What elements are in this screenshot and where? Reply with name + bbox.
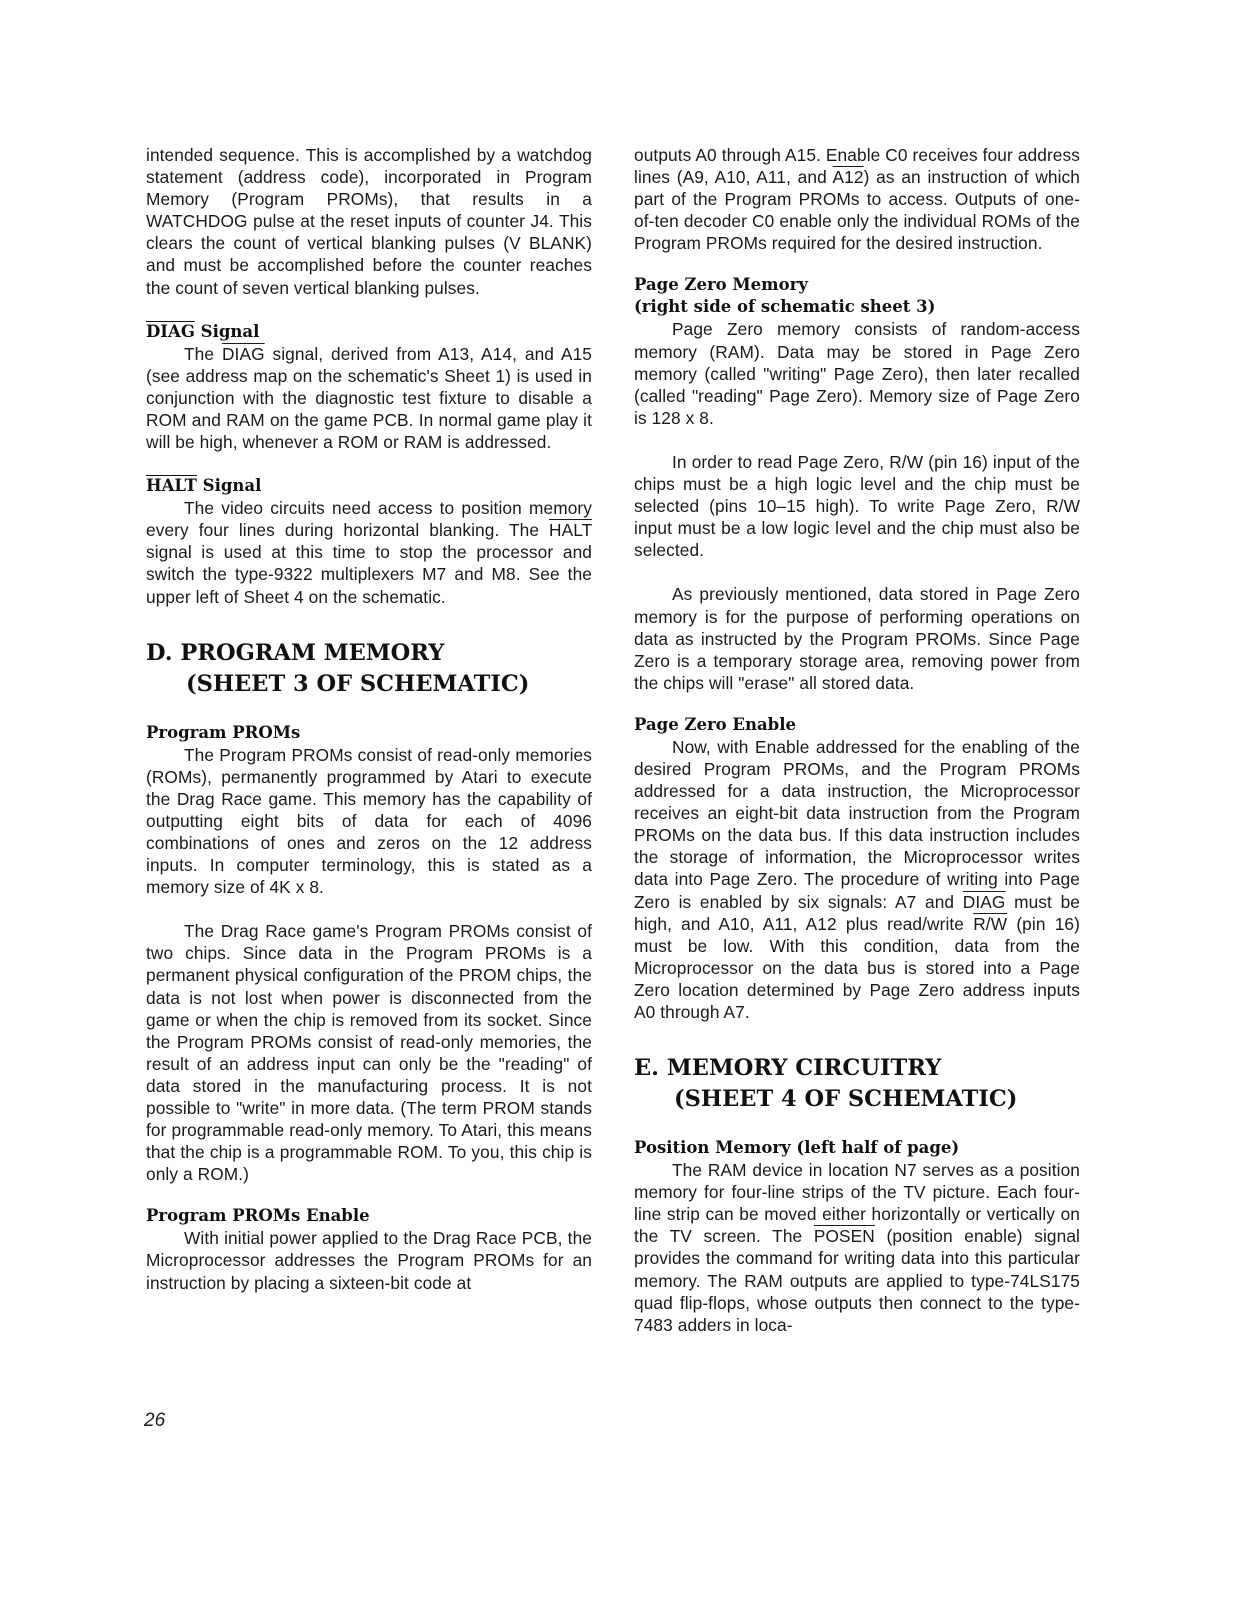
program-proms-enable-paragraph: With initial power applied to the Drag Race PCB, the Microprocessor addresses the Program PROMs for an instruction by placing a sixteen-bit code at [146, 1228, 592, 1293]
program-proms-heading: Program PROMs [146, 722, 301, 742]
right-column [634, 144, 1080, 1336]
section-e-title: E. MEMORY CIRCUITRY [634, 1055, 942, 1082]
section-d-title: D. PROGRAM MEMORY [146, 639, 445, 666]
position-memory-heading: Position Memory (left half of page) [634, 1138, 960, 1158]
pze-text-b: must be high, and A10, A11, A12 plus read/write [634, 891, 1081, 934]
pze-text-a: Now, with Enable addressed for the enabling of the desired Program PROMs, and the Program PROMs addressed for a data instruction, the Microprocessor receives an eight-bit data instruction from the Program PROMs on the data bus. If this data instruction includes the storage of information, the Microprocessor writes data into Page Zero. The procedure of writing into Page Zero is enabled by six signals: A7 and [634, 736, 1080, 912]
page-zero-memory-subtitle: (right side of schematic sheet 3) [634, 297, 936, 317]
posmem-text-a: The RAM device in location N7 serves as a position memory for four-line strips of the TV picture. Each four-line strip can be moved either horizontally or vertically on the TV screen. The [634, 1160, 1080, 1247]
left-column [146, 144, 592, 1294]
section-e-subtitle: (SHEET 4 OF SCHEMATIC) [674, 1086, 1018, 1113]
position-memory-paragraph [634, 1159, 1080, 1336]
page-zero-paragraph-3: As previously mentioned, data stored in Page Zero memory is for the purpose of performing operations on data as instructed by the Program PROMs. Since Page Zero is a temporary storage area, removing power from the chips will "erase" all stored data. [634, 584, 1080, 693]
page-zero-paragraph-1: Page Zero memory consists of random-access memory (RAM). Data may be stored in Page Zero memory (called "writing" Page Zero), then later recalled (called "reading" Page Zero). Memory size of Page Zero is 128 x 8. [634, 319, 1080, 428]
program-proms-paragraph-2: The Drag Race game's Program PROMs consist of two chips. Since data in the Program PROMs is a permanent physical configuration of the PROM chips, the data is not lost when power is disconnected from the game or when the chip is removed from its socket. Since the Program PROMs consist of read-only memories, the result of an address input can only be the "reading" of data stored in the manufacturing process. It is not possible to "write" in more data. (The term PROM stands for programmable read-only memory. To Atari, this means that the chip is a programmable ROM. To you, this chip is only a ROM.) [146, 921, 592, 1185]
diag-overline-term: DIAG [221, 343, 265, 364]
cont-text-b: ) as an instruction of which part of the Program PROMs to access. Outputs of one-of-ten decoder C0 enable only the individual ROMs of the Program PROMs required for the desired instruction. [634, 167, 1081, 254]
program-proms-paragraph-1: The Program PROMs consist of read-only memories (ROMs), permanently programmed by Atari to execute the Drag Race game. This memory has the capability of outputting eight bits of data for each of 4096 combinations of ones and zeros on the 12 address inputs. In computer terminology, this is stated as a memory size of 4K x 8. [146, 744, 592, 898]
pze-text-c: (pin 16) must be low. With this condition, data from the Microprocessor on the data bus is stored into a Page Zero location determined by Page Zero address inputs A0 through A7. [634, 913, 1080, 1022]
rw-overline-term: R/W [973, 913, 1008, 934]
page-zero-enable-heading: Page Zero Enable [634, 714, 796, 734]
section-d-heading [146, 638, 592, 700]
posen-overline-term: POSEN [813, 1226, 875, 1247]
page-zero-memory-title: Page Zero Memory [634, 275, 808, 295]
diag-text-a: The [184, 343, 222, 364]
diag-heading-suffix: Signal [194, 321, 260, 341]
halt-overline-label: HALT [146, 476, 197, 496]
diag-signal-heading [146, 321, 592, 343]
section-d-subtitle: (SHEET 3 OF SCHEMATIC) [186, 670, 530, 697]
a12-overline-term: A12 [832, 167, 864, 188]
diag-paragraph [146, 343, 592, 453]
page-zero-memory-heading [634, 274, 1080, 318]
page-zero-enable-paragraph [634, 736, 1080, 1023]
intro-paragraph: intended sequence. This is accomplished by a watchdog statement (address code), incorporated in Program Memory (Program PROMs), that results in a WATCHDOG pulse at the reset inputs of counter J4. This clears the count of vertical blanking pulses (V BLANK) and must be accomplished before the counter reaches the count of seven vertical blanking pulses. [146, 145, 592, 298]
program-proms-enable-heading: Program PROMs Enable [146, 1206, 370, 1226]
halt-text-a: The video circuits need access to position memory every four lines during horizontal blanking. The [146, 498, 592, 541]
page-number: 26 [144, 1410, 166, 1431]
halt-overline-term: HALT [549, 520, 592, 541]
continued-paragraph [634, 144, 1080, 254]
halt-signal-heading [146, 475, 592, 497]
halt-heading-suffix: Signal [196, 476, 262, 496]
diag-overline-label: DIAG [146, 321, 195, 341]
section-e-heading [634, 1053, 1080, 1115]
diag-text-b: signal, derived from A13, A14, and A15 (see address map on the schematic's Sheet 1) is used in conjunction with the diagnostic test fixture to disable a ROM and RAM on the game PCB. In normal game play it will be high, whenever a ROM or RAM is addressed. [146, 343, 592, 453]
diag-overline-term-2: DIAG [962, 891, 1006, 912]
cont-text-a: outputs A0 through A15. Enable C0 receives four address lines (A9, A10, A11, and [634, 145, 1080, 188]
halt-text-b: signal is used at this time to stop the processor and switch the type-9322 multiplexers M7 and M8. See the upper left of Sheet 4 on the schematic. [146, 542, 592, 607]
posmem-text-b: (position enable) signal provides the command for writing data into this particular memory. The RAM outputs are applied to type-74LS175 quad flip-flops, whose outputs then connect to the type-7483 adders in loca- [634, 1226, 1080, 1335]
page-zero-paragraph-2: In order to read Page Zero, R/W (pin 16) input of the chips must be a high logic level and the chip must be selected (pins 10–15 high). To write Page Zero, R/W input must be a low logic level and the chip must also be selected. [634, 451, 1080, 561]
halt-paragraph [146, 497, 592, 607]
